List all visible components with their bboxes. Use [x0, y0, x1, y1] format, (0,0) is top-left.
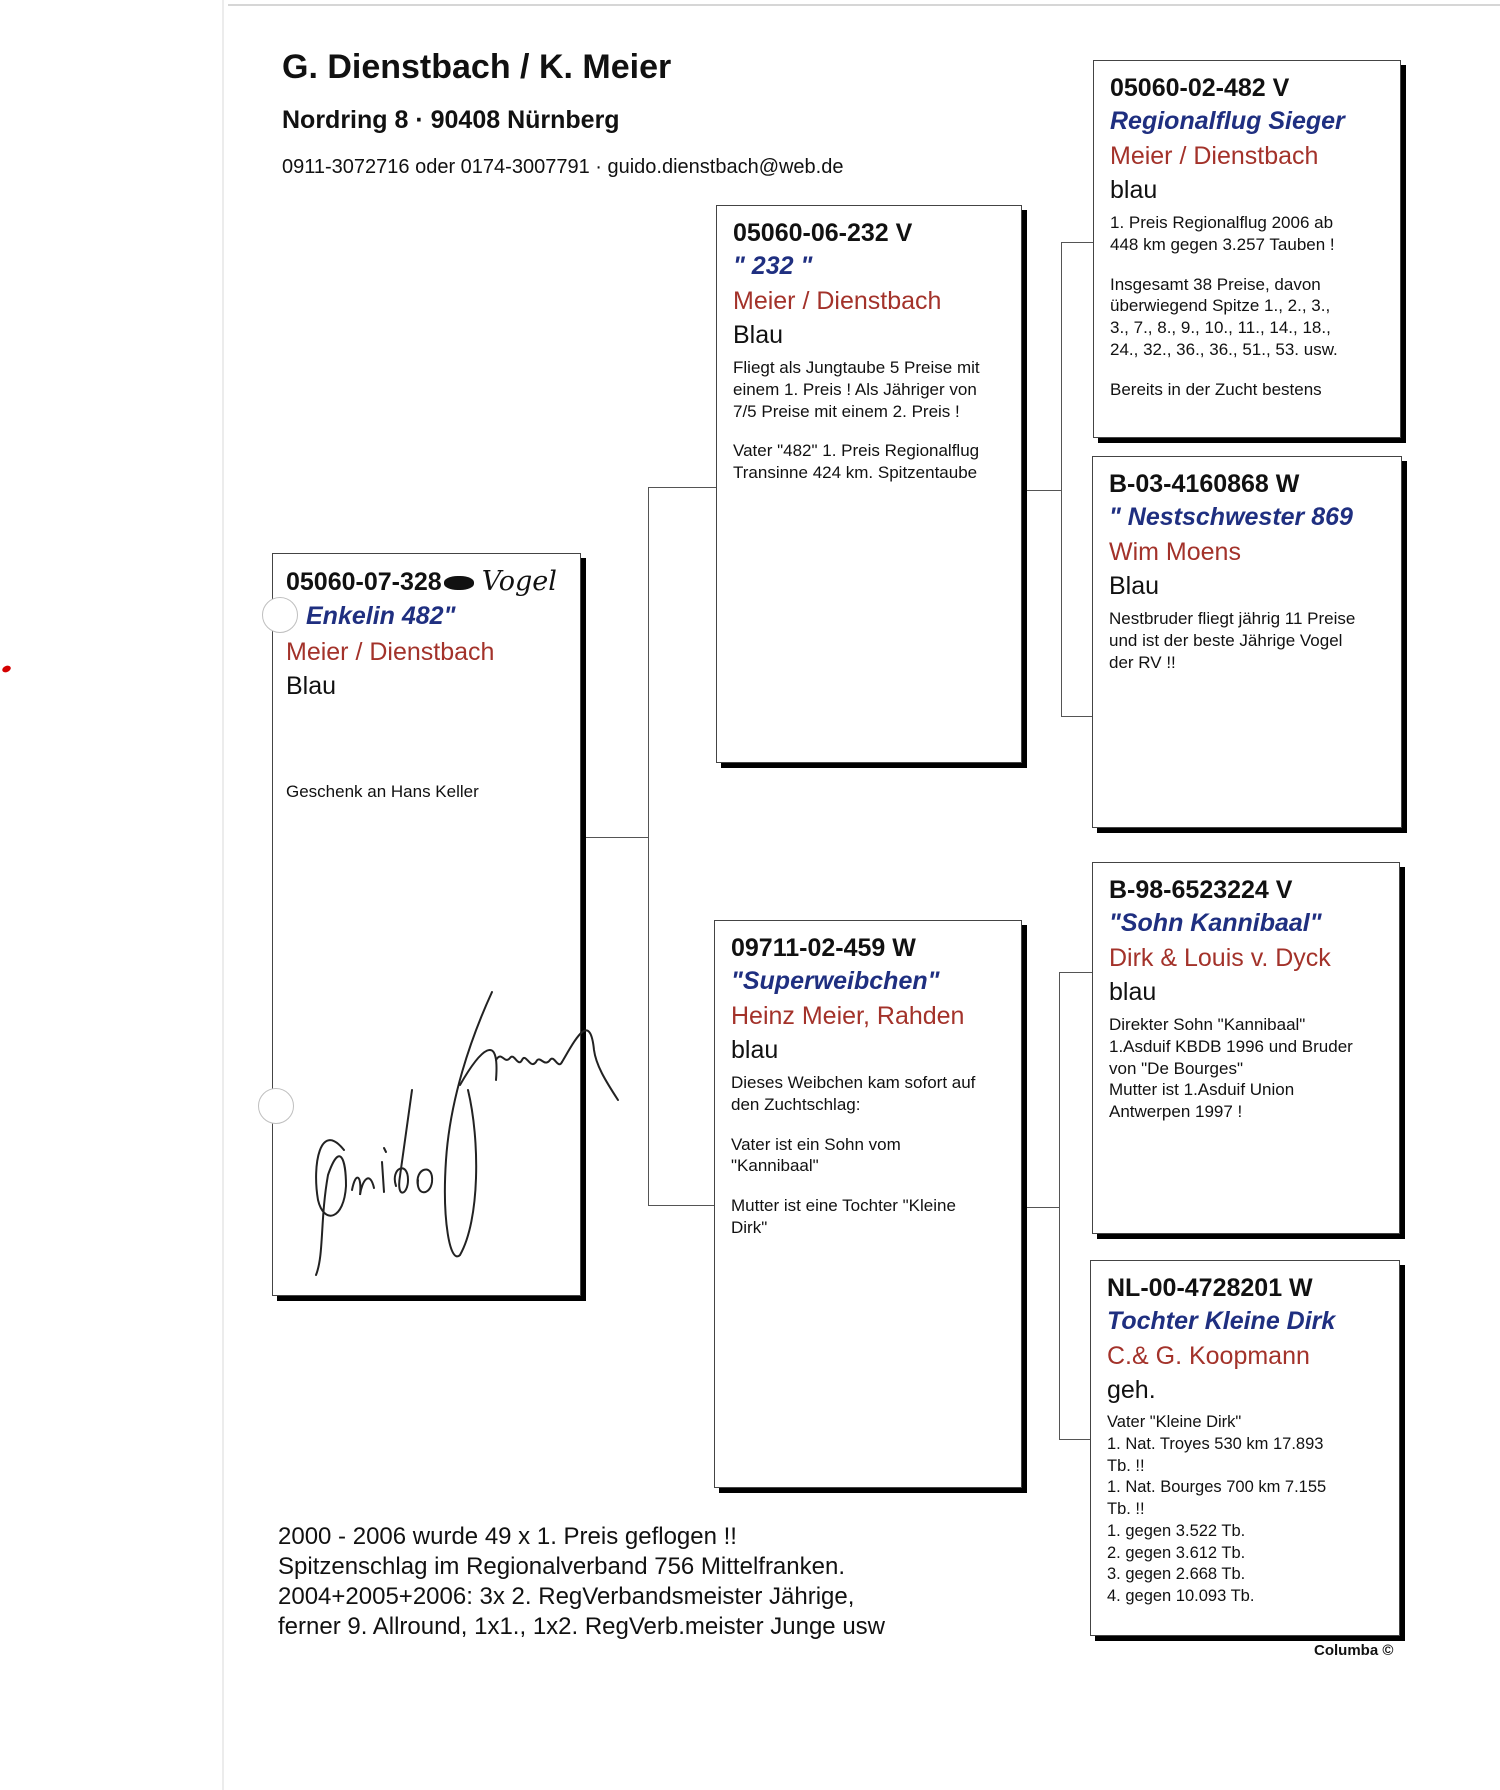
father-father-card [1093, 60, 1401, 438]
sheet-edge-left [222, 0, 224, 1790]
ink-blot [444, 576, 474, 590]
mother-father-breeder: Dirk & Louis v. Dyck [1109, 944, 1331, 973]
father-color: Blau [733, 321, 784, 350]
mother-mother-name: Tochter Kleine Dirk [1107, 1307, 1336, 1335]
mother-father-card [1092, 862, 1400, 1234]
mother-mother-ring: NL-00-4728201 W [1107, 1274, 1313, 1302]
connector [648, 487, 649, 1205]
father-mother-breeder: Wim Moens [1109, 538, 1241, 567]
father-father-note: Insgesamt 38 Preise, davon überwiegend Spitze 1., 2., 3., 3., 7., 8., 9., 10., 11., 14., 18., 24., 32., 36., 36., 51., 53. usw. [1110, 274, 1338, 359]
red-ink-mark [1, 664, 12, 673]
connector [1061, 242, 1062, 717]
sheet-edge-top [228, 4, 1500, 6]
connector [1061, 716, 1092, 717]
father-father-note: Bereits in der Zucht bestens [1110, 379, 1322, 399]
father-mother-name: " Nestschwester 869 [1109, 503, 1353, 531]
mother-mother-color: geh. [1107, 1376, 1156, 1405]
mother-father-ring: B-98-6523224 V [1109, 876, 1293, 904]
father-name: " 232 " [733, 252, 813, 280]
owner-name: G. Dienstbach / K. Meier [282, 48, 672, 86]
connector [586, 837, 648, 838]
father-mother-card [1092, 456, 1402, 828]
father-ring: 05060-06-232 V [733, 219, 913, 247]
subject-note: Geschenk an Hans Keller [286, 782, 479, 802]
mother-ring: 09711-02-459 W [731, 934, 916, 962]
mother-father-name: "Sohn Kannibaal" [1109, 909, 1322, 937]
connector [1059, 1439, 1091, 1440]
mother-note: Vater ist ein Sohn vom "Kannibaal" [731, 1134, 901, 1176]
signature [300, 990, 620, 1280]
handwritten-label: Vogel [481, 566, 557, 597]
mother-color: blau [731, 1036, 779, 1065]
connector [648, 1205, 714, 1206]
punch-hole [262, 597, 298, 633]
father-father-name: Regionalflug Sieger [1110, 107, 1345, 135]
father-mother-ring: B-03-4160868 W [1109, 470, 1300, 498]
connector [1061, 242, 1093, 243]
punch-hole [258, 1088, 294, 1124]
mother-mother-note: Vater "Kleine Dirk" 1. Nat. Troyes 530 km 17.893 Tb. !! 1. Nat. Bourges 700 km 7.155 Tb. !! 1. gegen 3.522 Tb. 2. gegen 3.612 Tb. 3. gegen 2.668 Tb. 4. gegen 10.093 Tb. [1107, 1413, 1327, 1606]
father-father-color: blau [1110, 176, 1158, 205]
mother-breeder: Heinz Meier, Rahden [731, 1002, 965, 1031]
father-note: Fliegt als Jungtaube 5 Preise mit einem 1. Preis ! Als Jähriger von 7/5 Preise mit einem 2. Preis ! [733, 358, 980, 421]
father-mother-note: Nestbruder fliegt jährig 11 Preise und ist der beste Jährige Vogel der RV !! [1109, 609, 1356, 672]
father-note: Vater "482" 1. Preis Regionalflug Transinne 424 km. Spitzentaube [733, 441, 980, 482]
father-father-breeder: Meier / Dienstbach [1110, 142, 1319, 171]
connector [1059, 972, 1092, 973]
mother-father-color: blau [1109, 978, 1157, 1007]
owner-contact: 0911-3072716 oder 0174-3007791 · guido.dienstbach@web.de [282, 156, 844, 178]
mother-mother-breeder: C.& G. Koopmann [1107, 1342, 1310, 1371]
connector [648, 487, 716, 488]
connector [1059, 972, 1060, 1440]
owner-address: Nordring 8 · 90408 Nürnberg [282, 106, 620, 134]
father-mother-color: Blau [1109, 572, 1160, 601]
mother-name: "Superweibchen" [731, 967, 940, 995]
mother-mother-card [1090, 1260, 1400, 1636]
mother-father-note: Direkter Sohn "Kannibaal" 1.Asduif KBDB 1996 und Bruder von "De Bourges" Mutter ist 1.Asduif Union Antwerpen 1997 ! [1109, 1015, 1353, 1121]
father-father-note: 1. Preis Regionalflug 2006 ab 448 km gegen 3.257 Tauben ! [1110, 213, 1335, 254]
performance-summary: 2000 - 2006 wurde 49 x 1. Preis geflogen !! Spitzenschlag im Regionalverband 756 Mittelfranken. 2004+2005+2006: 3x 2. RegVerbandsmeister Jährige, ferner 9. Allround, 1x1., 1x2. RegVerb.meister Junge usw [278, 1523, 885, 1640]
father-card [716, 205, 1022, 763]
father-father-ring: 05060-02-482 V [1110, 74, 1290, 102]
subject-color: Blau [286, 671, 337, 700]
subject-ring: 05060-07-328 Vogel [286, 566, 557, 597]
subject-name: Enkelin 482" [306, 602, 456, 631]
father-breeder: Meier / Dienstbach [733, 287, 942, 316]
mother-note: Mutter ist eine Tochter "Kleine Dirk" [731, 1196, 956, 1237]
mother-card [714, 920, 1022, 1488]
brand-mark: Columba © [1314, 1642, 1394, 1659]
subject-breeder: Meier / Dienstbach [286, 637, 495, 666]
mother-note: Dieses Weibchen kam sofort auf den Zuchtschlag: [731, 1073, 976, 1114]
connector [1026, 1207, 1060, 1208]
connector [1026, 490, 1061, 491]
